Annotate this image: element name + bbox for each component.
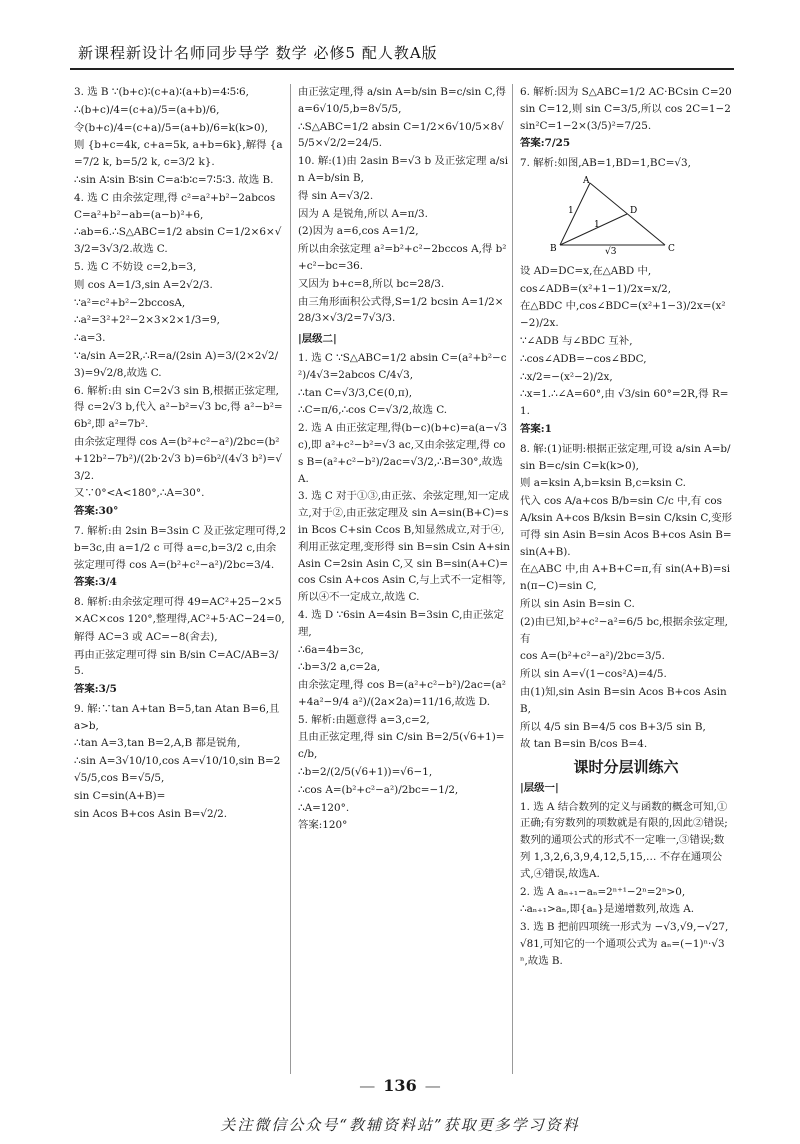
text-line: 所以由余弦定理 a²=b²+c²−2bccos A,得 b²+c²−bc=36. [298, 243, 507, 272]
column-3 [520, 84, 732, 1074]
text-line: 6. 解析:因为 S△ABC=1/2 AC·BCsin C=20sin C=12,则 sin C=3/5,所以 cos 2C=1−2sin²C=1−2×(3/5)²=7/25. [520, 86, 732, 132]
text-line: 又因为 b+c=8,所以 bc=28/3. [298, 277, 445, 290]
text-line: 7. 解析:由 2sin B=3sin C 及正弦定理可得,2b=3c,由 a=1/2 c 可得 a=c,b=3/2 c,由余弦定理可得 cos A=(b²+c²−a²)/2bc=3/4. [74, 524, 286, 571]
text-line: 则 a=ksin A,b=ksin B,c=ksin C. [520, 477, 686, 490]
text-line: 4. 选 C 由余弦定理,得 c²=a²+b²−2abcos C=a²+b²−ab=(a−b)²+6, [74, 191, 276, 221]
text-line: ∵a/sin A=2R,∴R=a/(2sin A)=3/(2×2√2/3)=9√2/8,故选 C. [74, 349, 279, 379]
page-number-value: 136 [383, 1076, 417, 1095]
page-number-dash: — [359, 1076, 376, 1095]
text-line: ∴sin A∶sin B∶sin C=a∶b∶c=7∶5∶3. 故选 B. [74, 173, 274, 186]
header-rule [70, 68, 734, 70]
answer-line: 答案:3/5 [74, 683, 117, 696]
text-line: (2)由已知,b²+c²−a²=6/5 bc,根据余弦定理,有 [520, 615, 728, 645]
text-line: 3. 选 B 把前四项统一形式为 −√3,√9,−√27,√81,可知它的一个通项公式为 aₙ=(−1)ⁿ·√3ⁿ,故选 B. [520, 921, 729, 967]
text-line: sin Acos B+cos Asin B=√2/2. [74, 807, 228, 820]
text-line: 由三角形面积公式得,S=1/2 bcsin A=1/2×28/3×√3/2=7√3/3. [298, 295, 504, 325]
column-2 [298, 84, 510, 1074]
text-line: 7. 解析:如图,AB=1,BD=1,BC=√3, [520, 157, 691, 170]
answer-line: 答案:3/4 [74, 576, 117, 589]
text-line: ∴cos A=(b²+c²−a²)/2bc=−1/2, [298, 783, 459, 796]
text-line: 2. 选 A aₙ₊₁−aₙ=2ⁿ⁺¹−2ⁿ=2ⁿ>0, [520, 885, 686, 898]
text-line: 由余弦定理,得 cos B=(a²+c²−b²)/2ac=(a²+4a²−9/4 a²)/(2a×2a)=11/16,故选 D. [298, 679, 506, 708]
text-line: 由(1)知,sin Asin B=sin Acos B+cos Asin B, [520, 685, 727, 715]
section-title: 课时分层训练六 [573, 758, 679, 777]
edge-label: √3 [605, 246, 617, 255]
text-line: 所以 4/5 sin B=4/5 cos B+3/5 sin B, [520, 720, 706, 733]
text-line: ∴x=1.∴∠A=60°,由 √3/sin 60°=2R,得 R=1. [520, 388, 729, 418]
section-label: |层级一| [520, 781, 559, 794]
text-line: 设 AD=DC=x,在△ABD 中, [520, 264, 652, 277]
answer-line: 答案:30° [74, 505, 119, 518]
text-line: 所以 sin Asin B=sin C. [520, 597, 635, 610]
text-line: 答案:120° [298, 819, 348, 832]
edge-label: 1 [568, 205, 574, 216]
text-line: 1. 选 A 结合数列的定义与函数的概念可知,①正确;有穷数列的项数就是有限的,因此②错误;数列的通项公式的形式不一定唯一,③错误;数列 1,3,2,6,3,9,4,12,5,15,… 不存在通项公式,④错误,故选A. [520, 800, 728, 880]
text-line: ∴a=3. [74, 332, 106, 345]
text-line: ∴tan A=3,tan B=2,A,B 都是锐角, [74, 737, 241, 750]
text-line: 得 sin A=√3/2. [298, 189, 374, 202]
text-line: ∴C=π/6,∴cos C=√3/2,故选 C. [298, 404, 448, 417]
text-line: ∴S△ABC=1/2 absin C=1/2×6√10/5×8√5/5×√2/2=24/5. [298, 120, 504, 150]
text-line: 10. 解:(1)由 2asin B=√3 b 及正弦定理 a/sin A=b/sin B, [298, 155, 509, 184]
vertex-label: B [550, 243, 557, 254]
text-line: 在△BDC 中,cos∠BDC=(x²+1−3)/2x=(x²−2)/2x. [520, 300, 726, 330]
text-line: 因为 A 是锐角,所以 A=π/3. [298, 207, 428, 220]
text-line: cos A=(b²+c²−a²)/2bc=3/5. [520, 650, 665, 663]
edge-label: 1 [594, 219, 600, 230]
text-line: 5. 选 C 不妨设 c=2,b=3, [74, 260, 197, 273]
answer-line: 答案:1 [520, 422, 552, 435]
text-line: ∴sin A=3√10/10,cos A=√10/10,sin B=2√5/5,cos B=√5/5, [74, 755, 281, 785]
text-line: 且由正弦定理,得 sin C/sin B=2/5(√6+1)=c/b, [298, 731, 505, 761]
text-line: ∴a²=3²+2²−2×3×2×1/3=9, [74, 314, 220, 327]
text-line: 4. 选 D ∵6sin A=4sin B=3sin C,由正弦定理, [298, 608, 504, 638]
text-line: ∴6a=4b=3c, [298, 643, 364, 656]
text-line: 由正弦定理,得 a/sin A=b/sin B=c/sin C,得 a=6√10/5,b=8√5/5, [298, 86, 506, 115]
text-line: ∴ab=6.∴S△ABC=1/2 absin C=1/2×6×√3/2=3√3/2.故选 C. [74, 226, 282, 256]
edge-ab [560, 183, 590, 245]
text-line: 则 {b+c=4k, c+a=5k, a+b=6k},解得 {a=7/2 k, b=5/2 k, c=3/2 k}. [74, 139, 283, 169]
text-line: 解得 AC=3 或 AC=−8(舍去), [74, 630, 218, 643]
text-line: ∴aₙ₊₁>aₙ,即{aₙ}是递增数列,故选 A. [520, 903, 695, 916]
column-divider [512, 84, 513, 1074]
text-line: 则 cos A=1/3,sin A=2√2/3. [74, 278, 213, 291]
text-line: ∴(b+c)/4=(c+a)/5=(a+b)/6, [74, 103, 220, 116]
text-line: 6. 解析:由 sin C=2√3 sin B,根据正弦定理,得 c=2√3 b,代入 a²−b²=√3 bc,得 a²−b²=6b²,即 a²=7b². [74, 384, 283, 431]
text-line: ∴tan C=√3/3,C∈(0,π), [298, 386, 413, 399]
footer-note: 关注微信公众号“教辅资料站”获取更多学习资料 [220, 1116, 580, 1134]
text-line: cos∠ADB=(x²+1−1)/2x=x/2, [520, 282, 672, 295]
vertex-label: D [630, 205, 638, 216]
text-line: 3. 选 C 对于①③,由正弦、余弦定理,知一定成立,对于②,由正弦定理及 sin A=sin(B+C)=sin Bcos C+sin Ccos B,知显然成立,对于④,利用正弦定理,变形得 sin B=sin Csin A+sin Asin C=2sin Asin C,又 sin B=sin(A+C)=cos Csin A+cos Asin C,与上式不一定相等,所以④不一定成立,故选 C. [298, 490, 510, 604]
text-line: 在△ABC 中,由 A+B+C=π,有 sin(A+B)=sin(π−C)=sin C, [520, 563, 731, 593]
text-line: 所以 sin A=√(1−cos²A)=4/5. [520, 668, 667, 681]
page-header: 新课程新设计名师同步导学 数学 必修5 配人教A版 [78, 44, 438, 62]
text-line: 故 tan B=sin B/cos B=4. [520, 738, 648, 751]
vertex-label: A [583, 175, 590, 186]
text-line: 代入 cos A/a+cos B/b=sin C/c 中,有 cos A/ksin A+cos B/ksin B=sin C/ksin C,变形可得 sin Asin B=sin Acos B+cos Asin B=sin(A+B). [520, 495, 732, 558]
text-line: 令(b+c)/4=(c+a)/5=(a+b)/6=k(k>0), [74, 121, 268, 134]
text-line: 5. 解析:由题意得 a=3,c=2, [298, 713, 430, 726]
page-number [0, 1076, 800, 1095]
text-line: ∵a²=c²+b²−2bccosA, [74, 296, 186, 309]
text-line: (2)因为 a=6,cos A=1/2, [298, 225, 419, 238]
column-1 [74, 84, 286, 1074]
text-line: ∴b=2/(2/5(√6+1))=√6−1, [298, 766, 433, 779]
column-divider [290, 84, 291, 1074]
section-label: |层级二| [298, 333, 337, 346]
text-line: 又∵0°<A<180°,∴A=30°. [74, 487, 205, 500]
text-line: 1. 选 C ∵S△ABC=1/2 absin C=(a²+b²−c²)/4√3=2abcos C/4√3, [298, 351, 507, 381]
text-line: 8. 解析:由余弦定理可得 49=AC²+25−2×5×AC×cos 120°,整理得,AC²+5·AC−24=0, [74, 596, 285, 625]
text-line: ∴x/2=−(x²−2)/2x, [520, 370, 613, 383]
edge-ac [590, 183, 665, 245]
text-line: ∵∠ADB 与∠BDC 互补, [520, 334, 633, 347]
text-line: 8. 解:(1)证明:根据正弦定理,可设 a/sin A=b/sin B=c/sin C=k(k>0), [520, 442, 731, 472]
text-line: ∴cos∠ADB=−cos∠BDC, [520, 352, 647, 365]
text-line: ∴A=120°. [298, 801, 350, 814]
text-line: 9. 解:∵tan A+tan B=5,tan Atan B=6,且 a>b, [74, 702, 280, 732]
text-line: 3. 选 B ∵(b+c)∶(c+a)∶(a+b)=4∶5∶6, [74, 86, 249, 98]
vertex-label: C [668, 243, 675, 254]
triangle-figure [550, 175, 680, 255]
page-number-dash: — [424, 1076, 441, 1095]
text-line: ∴b=3/2 a,c=2a, [298, 661, 381, 674]
text-line: sin C=sin(A+B)= [74, 789, 166, 802]
text-line: 由余弦定理得 cos A=(b²+c²−a²)/2bc=(b²+12b²−7b²)/(2b·2√3 b)=6b²/(4√3 b²)=√3/2. [74, 435, 282, 482]
answer-line: 答案:7/25 [520, 137, 571, 150]
text-line: 再由正弦定理可得 sin B/sin C=AC/AB=3/5. [74, 648, 279, 678]
text-line: 2. 选 A 由正弦定理,得(b−c)(b+c)=a(a−√3 c),即 a²+c²−b²=√3 ac,又由余弦定理,得 cos B=(a²+c²−b²)/2ac=√3/2,∴B=30°,故选 A. [298, 422, 508, 485]
